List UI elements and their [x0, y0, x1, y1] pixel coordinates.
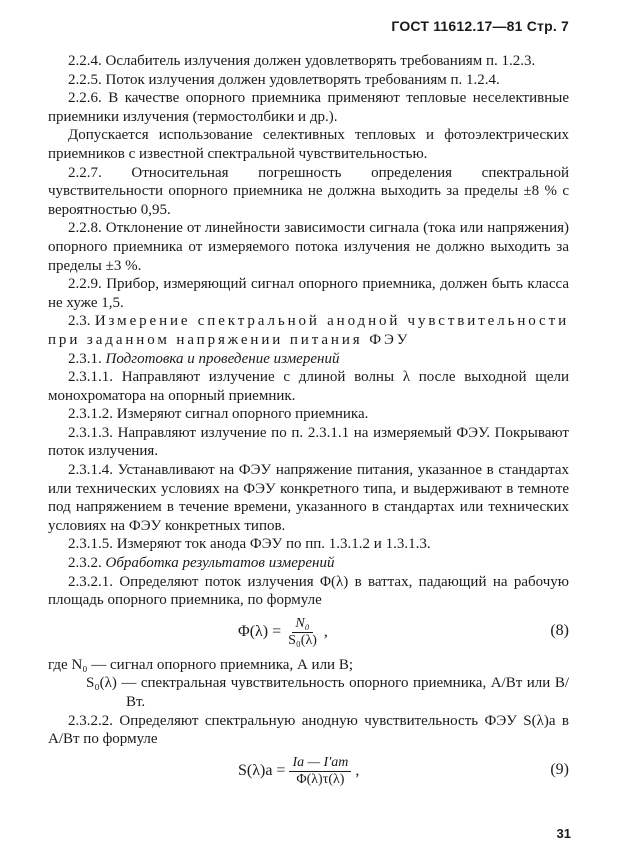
legend-row-n0	[48, 656, 569, 675]
formula-8-expression	[238, 616, 328, 649]
formula-8-numerator: N₀	[292, 616, 312, 633]
paragraph-2-2-4: 2.2.4. Ослабитель излучения должен удовлетворять требованиям п. 1.2.3.	[68, 53, 536, 69]
legend-text-s0: спектральная чувствительность опорного приемника, А/Вт или В/Вт.	[126, 675, 570, 710]
paragraph-2-3-2-1: 2.3.2.1. Определяют поток излучения Φ(λ) в ваттах, падающий на рабочую площадь опорного приемника, по формуле	[48, 573, 569, 609]
formula-8	[48, 612, 569, 654]
paragraph-2-2-7: 2.2.7. Относительная погрешность определения спектральной чувствительности опорного приемника не должна выходить за пределы ±8 % с вероятностью 0,95.	[48, 164, 569, 218]
formula-8-fraction	[285, 616, 320, 649]
paragraph-allowance: Допускается использование селективных тепловых и фотоэлектрических приемников с известной спектральной чувствительностью.	[48, 127, 569, 162]
formula-9-comma: ,	[355, 761, 360, 779]
subsection-number: 2.3.1.	[68, 350, 102, 367]
legend-text-n0: сигнал опорного приемника, А или В;	[110, 656, 354, 673]
section-heading-2-3	[48, 312, 569, 349]
section-number: 2.3.	[68, 313, 91, 330]
subsection-number: 2.3.2.	[68, 555, 102, 572]
paragraph-2-3-1-3: 2.3.1.3. Направляют излучение по п. 2.3.1.1 на измеряемый ФЭУ. Покрывают поток излучения.	[48, 424, 569, 460]
legend-term-n0: где N₀ —	[48, 656, 107, 673]
page-number: 31	[556, 826, 571, 841]
legend-term-s0: S₀(λ) —	[86, 675, 137, 692]
formula-9-number: (9)	[550, 760, 569, 778]
formula-8-comma: ,	[323, 623, 328, 641]
formula-9-lhs: S(λ)а =	[238, 761, 286, 779]
paragraph-2-2-9: 2.2.9. Прибор, измеряющий сигнал опорного приемника, должен быть класса не хуже 1,5.	[48, 276, 569, 311]
formula-8-legend	[48, 656, 569, 712]
formula-9	[48, 751, 569, 793]
formula-8-lhs: Φ(λ) =	[238, 623, 282, 641]
paragraph-2-3-1-4: 2.3.1.4. Устанавливают на ФЭУ напряжение питания, указанное в стандартах или технических условиях на ФЭУ конкретного типа, и выдерживают в темноте под напряжением в течение времени, указанного в стандартах или технических условиях на ФЭУ конкретных типов.	[48, 462, 569, 534]
subsection-heading-2-3-2	[48, 554, 569, 573]
formula-8-number: (8)	[550, 621, 569, 639]
paragraph-2-2-5: 2.2.5. Поток излучения должен удовлетворять требованиям п. 1.2.4.	[68, 71, 500, 88]
formula-9-expression	[238, 755, 359, 788]
legend-row-s0	[48, 674, 569, 711]
paragraph-2-3-1-2: 2.3.1.2. Измеряют сигнал опорного приемника.	[68, 406, 369, 423]
paragraph-2-3-1-1: 2.3.1.1. Направляют излучение с длиной волны λ после выходной щели монохроматора на опорный приемник.	[48, 369, 569, 404]
paragraph-2-2-8: 2.2.8. Отклонение от линейности зависимости сигнала (тока или напряжения) опорного приемника от измеряемого потока излучения не должно выходить за пределы ±3 %.	[48, 220, 569, 274]
paragraph-2-3-1-5: 2.3.1.5. Измеряют ток анода ФЭУ по пп. 1.3.1.2 и 1.3.1.3.	[68, 536, 431, 553]
formula-8-denominator: S₀(λ)	[288, 632, 317, 648]
paragraph-2-2-6: 2.2.6. В качестве опорного приемника применяют тепловые неселективные приемники излучения (термостолбики и др.).	[48, 90, 569, 125]
subsection-title: Подготовка и проведение измерений	[105, 350, 340, 367]
page-header: ГОСТ 11612.17—81 Стр. 7	[391, 18, 569, 34]
subsection-heading-2-3-1	[48, 350, 569, 369]
formula-9-fraction	[289, 755, 351, 788]
paragraph-2-3-2-2: 2.3.2.2. Определяют спектральную анодную чувствительность ФЭУ S(λ)а в А/Вт по формуле	[48, 712, 569, 748]
document-body	[48, 52, 569, 795]
subsection-title: Обработка результатов измерений	[105, 555, 335, 572]
formula-9-numerator: Iа — I′ат	[289, 755, 351, 772]
formula-9-denominator: Φ(λ)τ(λ)	[296, 771, 345, 787]
section-title: Измерение спектральной анодной чувствительности при заданном напряжении питания ФЭУ	[48, 313, 569, 348]
